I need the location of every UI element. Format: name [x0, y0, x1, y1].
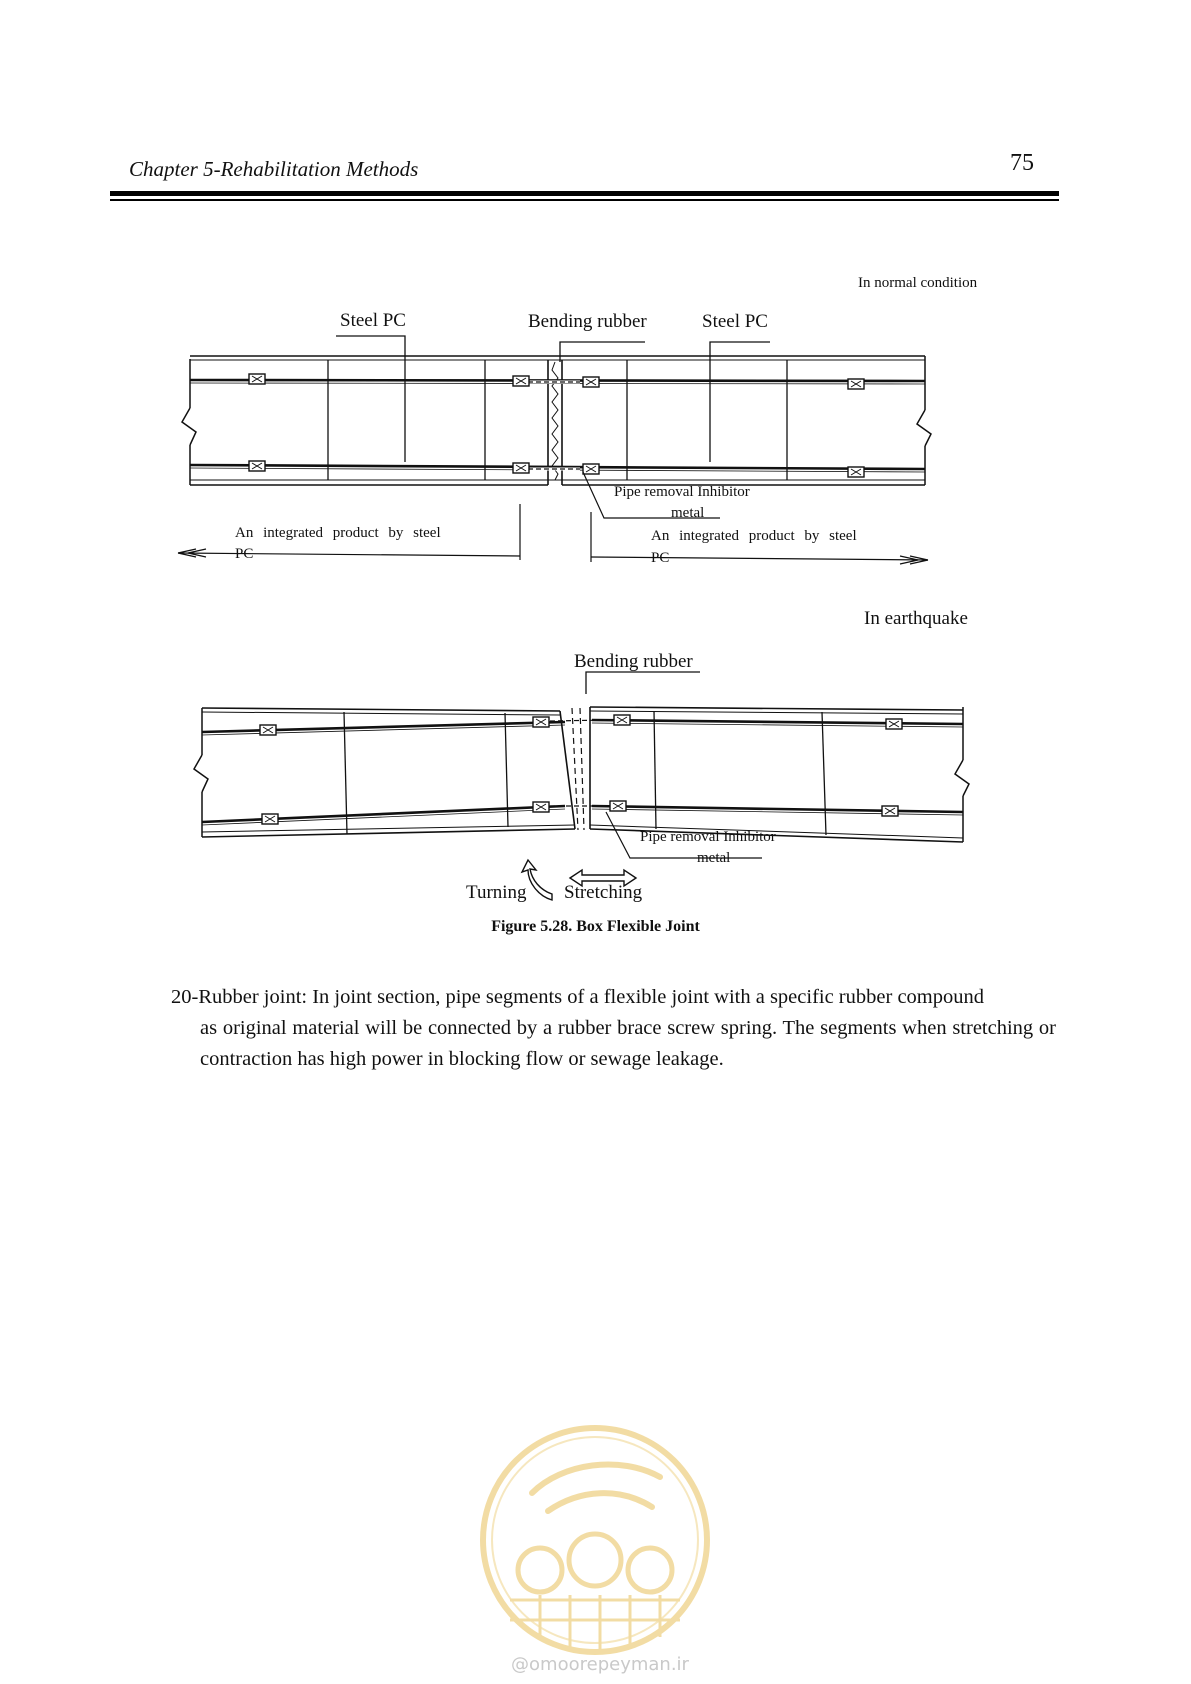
page-number: 75 — [1010, 150, 1034, 176]
earthquake-drawing — [194, 608, 969, 903]
figure-caption: Figure 5.28. Box Flexible Joint — [491, 918, 700, 935]
paragraph-first-line: 20-Rubber joint: In joint section, pipe segments of a flexible joint with a specific rubber compound — [171, 986, 984, 1008]
watermark-logo — [470, 1415, 720, 1675]
running-title: Chapter 5-Rehabilitation Methods — [129, 157, 419, 181]
watermark-site-text: @omoorepeyman.ir — [511, 1654, 689, 1675]
right-product-label-line1: An integrated product by steel — [651, 528, 857, 544]
normal-condition-drawing — [178, 275, 978, 566]
right-product-label-line2: PC — [651, 550, 670, 566]
inhibitor-label-earthquake-line2: metal — [697, 850, 731, 866]
paragraph-continuation: as original material will be connected by a rubber brace screw spring. The segments when stretching or contraction has high power in blocking flow or sewage leakage. — [200, 1017, 1056, 1070]
leader-bending-rubber-earthquake — [586, 672, 700, 694]
earthquake-condition-label: In earthquake — [864, 608, 968, 629]
leader-steel-pc-right — [710, 342, 770, 380]
body-paragraph — [171, 982, 1056, 1075]
steel-pc-label-right: Steel PC — [702, 311, 768, 332]
leader-steel-pc-left — [336, 336, 405, 380]
bending-rubber-label-normal: Bending rubber — [528, 311, 647, 332]
left-product-label-line2: PC — [235, 546, 254, 562]
turning-label: Turning — [466, 882, 527, 903]
bending-rubber-label-earthquake: Bending rubber — [574, 651, 693, 672]
stretching-label: Stretching — [564, 882, 643, 903]
left-product-label-line1: An integrated product by steel — [235, 525, 441, 541]
inhibitor-label-normal-line2: metal — [671, 505, 705, 521]
normal-condition-label: In normal condition — [858, 275, 978, 291]
leader-bending-rubber-normal — [560, 342, 645, 362]
inhibitor-label-earthquake-line1: Pipe removal Inhibitor — [640, 829, 776, 845]
steel-pc-label-left: Steel PC — [340, 310, 406, 331]
inhibitor-label-normal-line1: Pipe removal Inhibitor — [614, 484, 750, 500]
